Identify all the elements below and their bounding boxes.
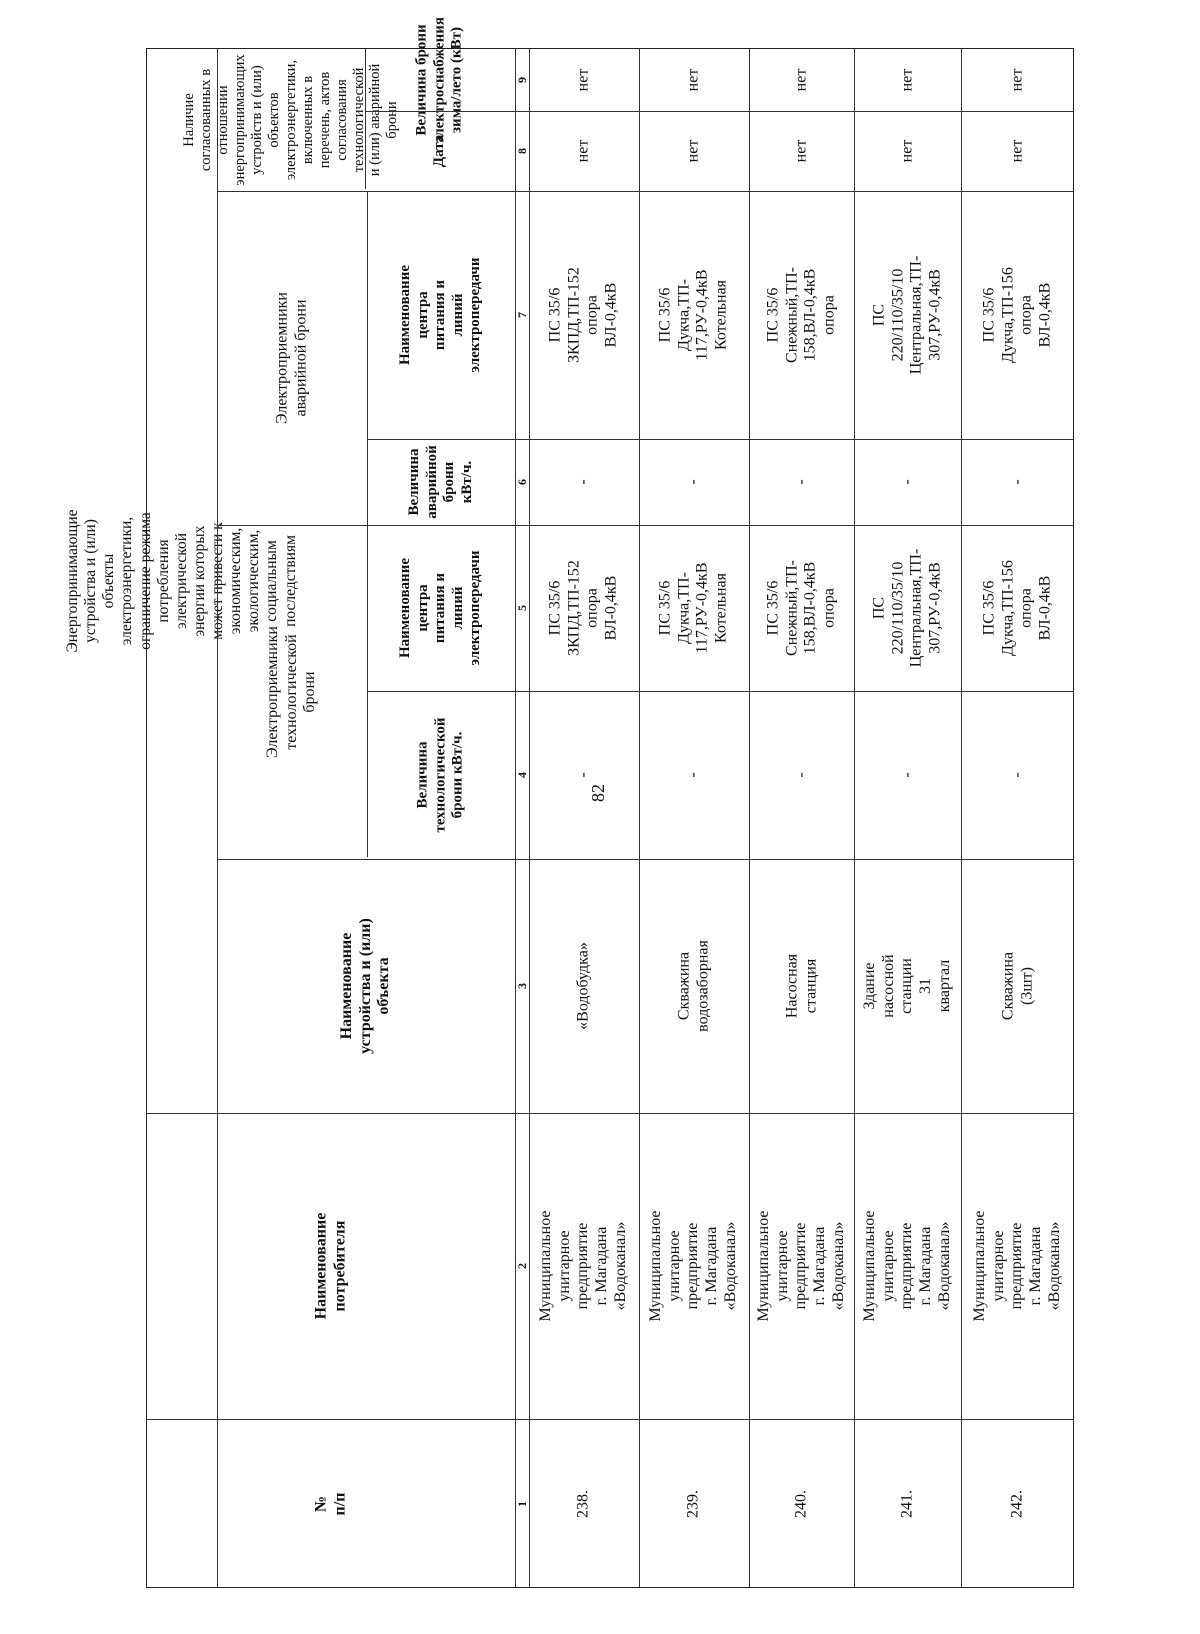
header-col-reserve: Величина брони электроснабжения зима/лето (кВт) — [413, 17, 465, 143]
reserve-value: нет — [898, 68, 916, 92]
agreement-date: нет — [684, 139, 702, 163]
reserve-table — [64, 17, 1074, 1588]
tech-center: ПС 35/6 Дукча,ТП-156 опора ВЛ-0,4кВ — [980, 560, 1054, 656]
grid-line — [529, 49, 530, 1587]
tech-center: ПС 220/110/35/10 Центральная,ТП- 307,РУ-0,4кВ — [870, 548, 944, 668]
grid-line — [217, 525, 1073, 526]
tech-value: - — [1008, 772, 1026, 778]
consumer-name: Муниципальное унитарное предприятие г. Магадана «Водоканал» — [971, 1210, 1064, 1322]
grid-line — [147, 1113, 1073, 1114]
agreement-date: нет — [792, 139, 810, 163]
header-group-tech: Электроприемники технологической брони — [263, 626, 319, 758]
tech-center: ПС 35/6 ЗКПД,ТП-152 опора ВЛ-0,4кВ — [546, 560, 620, 656]
object-name: Скважина водозаборная — [675, 940, 711, 1032]
row-number: 242. — [1008, 1490, 1026, 1518]
consumer-name: Муниципальное унитарное предприятие г. Магадана «Водоканал» — [537, 1210, 630, 1322]
object-name: Скважина (3шт) — [999, 951, 1035, 1021]
consumer-name: Муниципальное унитарное предприятие г. Магадана «Водоканал» — [860, 1210, 953, 1322]
column-number: 9 — [514, 77, 529, 83]
grid-line — [217, 191, 1073, 192]
tech-center: ПС 35/6 Дукча,ТП- 117,РУ-0,4кВ Котельная — [656, 562, 730, 654]
column-number: 4 — [514, 772, 529, 778]
agreement-date: нет — [574, 139, 592, 163]
column-number: 7 — [514, 312, 529, 318]
table-row — [961, 49, 1075, 1589]
grid-line — [217, 859, 1073, 860]
agreement-date: нет — [898, 139, 916, 163]
header-col-object: Наименование устройства и (или) объекта — [337, 918, 393, 1054]
tech-value: - — [684, 772, 702, 778]
header-group-agreed: Наличие согласованных в отношении энергопринимающих устройств и (или) объектов электроэнергетики, включенных в перечень, актов согласования технологической и (или) аварийной брони — [180, 54, 401, 186]
grid-line — [854, 49, 855, 1587]
consumer-name: Муниципальное унитарное предприятие г. Магадана «Водоканал» — [647, 1210, 740, 1322]
grid-line — [365, 111, 1073, 112]
reserve-value: нет — [792, 68, 810, 92]
emerg-center: ПС 220/110/35/10 Центральная,ТП- 307,РУ-0,4кВ — [870, 255, 944, 375]
agreement-date: нет — [1008, 139, 1026, 163]
table-row — [854, 49, 961, 1589]
grid-line — [749, 49, 750, 1587]
grid-line — [961, 49, 962, 1587]
tech-value: - — [574, 772, 592, 778]
emerg-value: - — [792, 479, 810, 485]
tech-value: - — [792, 772, 810, 778]
header-col-emerg-value: Величина аварийной брони кВт/ч. — [405, 445, 475, 519]
row-number: 240. — [792, 1490, 810, 1518]
column-number: 6 — [514, 479, 529, 485]
table-row — [639, 49, 749, 1589]
header-col-number: № п/п — [312, 1492, 348, 1516]
header-col-emerg-center: Наименование центра питания и линий электропередачи — [397, 257, 484, 373]
header-col-tech-value: Величина технологической брони кВт/ч. — [414, 717, 466, 833]
grid-line — [367, 439, 1073, 440]
header-col-consumer: Наименование потребителя — [312, 1212, 348, 1320]
emerg-value: - — [898, 479, 916, 485]
emerg-center: ПС 35/6 Дукча,ТП-156 опора ВЛ-0,4кВ — [980, 267, 1054, 363]
grid-line — [365, 49, 366, 189]
header-col-tech-center: Наименование центра питания и линий электропередачи — [397, 550, 484, 666]
object-name: Здание насосной станции 31 квартал — [860, 954, 953, 1018]
page-number: 82 — [588, 784, 608, 802]
reserve-value: нет — [684, 68, 702, 92]
header-col-date: Дата — [431, 134, 448, 168]
emerg-center: ПС 35/6 Снежный,ТП- 158,ВЛ-0,4кВ опора — [764, 267, 838, 363]
emerg-value: - — [1008, 479, 1026, 485]
consumer-name: Муниципальное унитарное предприятие г. Магадана «Водоканал» — [754, 1210, 847, 1322]
grid-line-hidden — [217, 49, 218, 1587]
header-group-emergency: Электроприемники аварийной брони — [273, 292, 309, 424]
grid-line — [147, 1419, 1073, 1420]
grid-line — [639, 49, 640, 1587]
emerg-center: ПС 35/6 Дукча,ТП- 117,РУ-0,4кВ Котельная — [656, 269, 730, 361]
row-number: 239. — [684, 1490, 702, 1518]
object-name: Насосная станция — [782, 953, 819, 1019]
column-number: 2 — [514, 1263, 529, 1269]
grid-line — [367, 191, 368, 857]
row-number: 241. — [898, 1490, 916, 1518]
column-number: 8 — [514, 148, 529, 154]
column-number: 5 — [514, 605, 529, 611]
column-number: 3 — [514, 983, 529, 989]
emerg-value: - — [684, 479, 702, 485]
table-row — [529, 49, 639, 1589]
tech-value: - — [898, 772, 916, 778]
emerg-value: - — [574, 479, 592, 485]
object-name: «Водобудка» — [574, 942, 592, 1030]
row-number: 238. — [574, 1490, 592, 1518]
column-number: 1 — [514, 1501, 529, 1507]
table-row — [749, 49, 854, 1589]
reserve-value: нет — [574, 68, 592, 92]
emerg-center: ПС 35/6 ЗКПД,ТП-152 опора ВЛ-0,4кВ — [546, 267, 620, 363]
header-group-main: Энергопринимающие устройства и (или) объекты электроэнергетики, ограничение режима потребления электрической энергии которых может привести к экономическим, экологическим, социальным последствиям — [64, 509, 299, 653]
grid-line — [515, 49, 516, 1587]
grid-line — [367, 691, 1073, 692]
tech-center: ПС 35/6 Снежный,ТП- 158,ВЛ-0,4кВ опора — [764, 560, 838, 656]
reserve-value: нет — [1008, 68, 1026, 92]
